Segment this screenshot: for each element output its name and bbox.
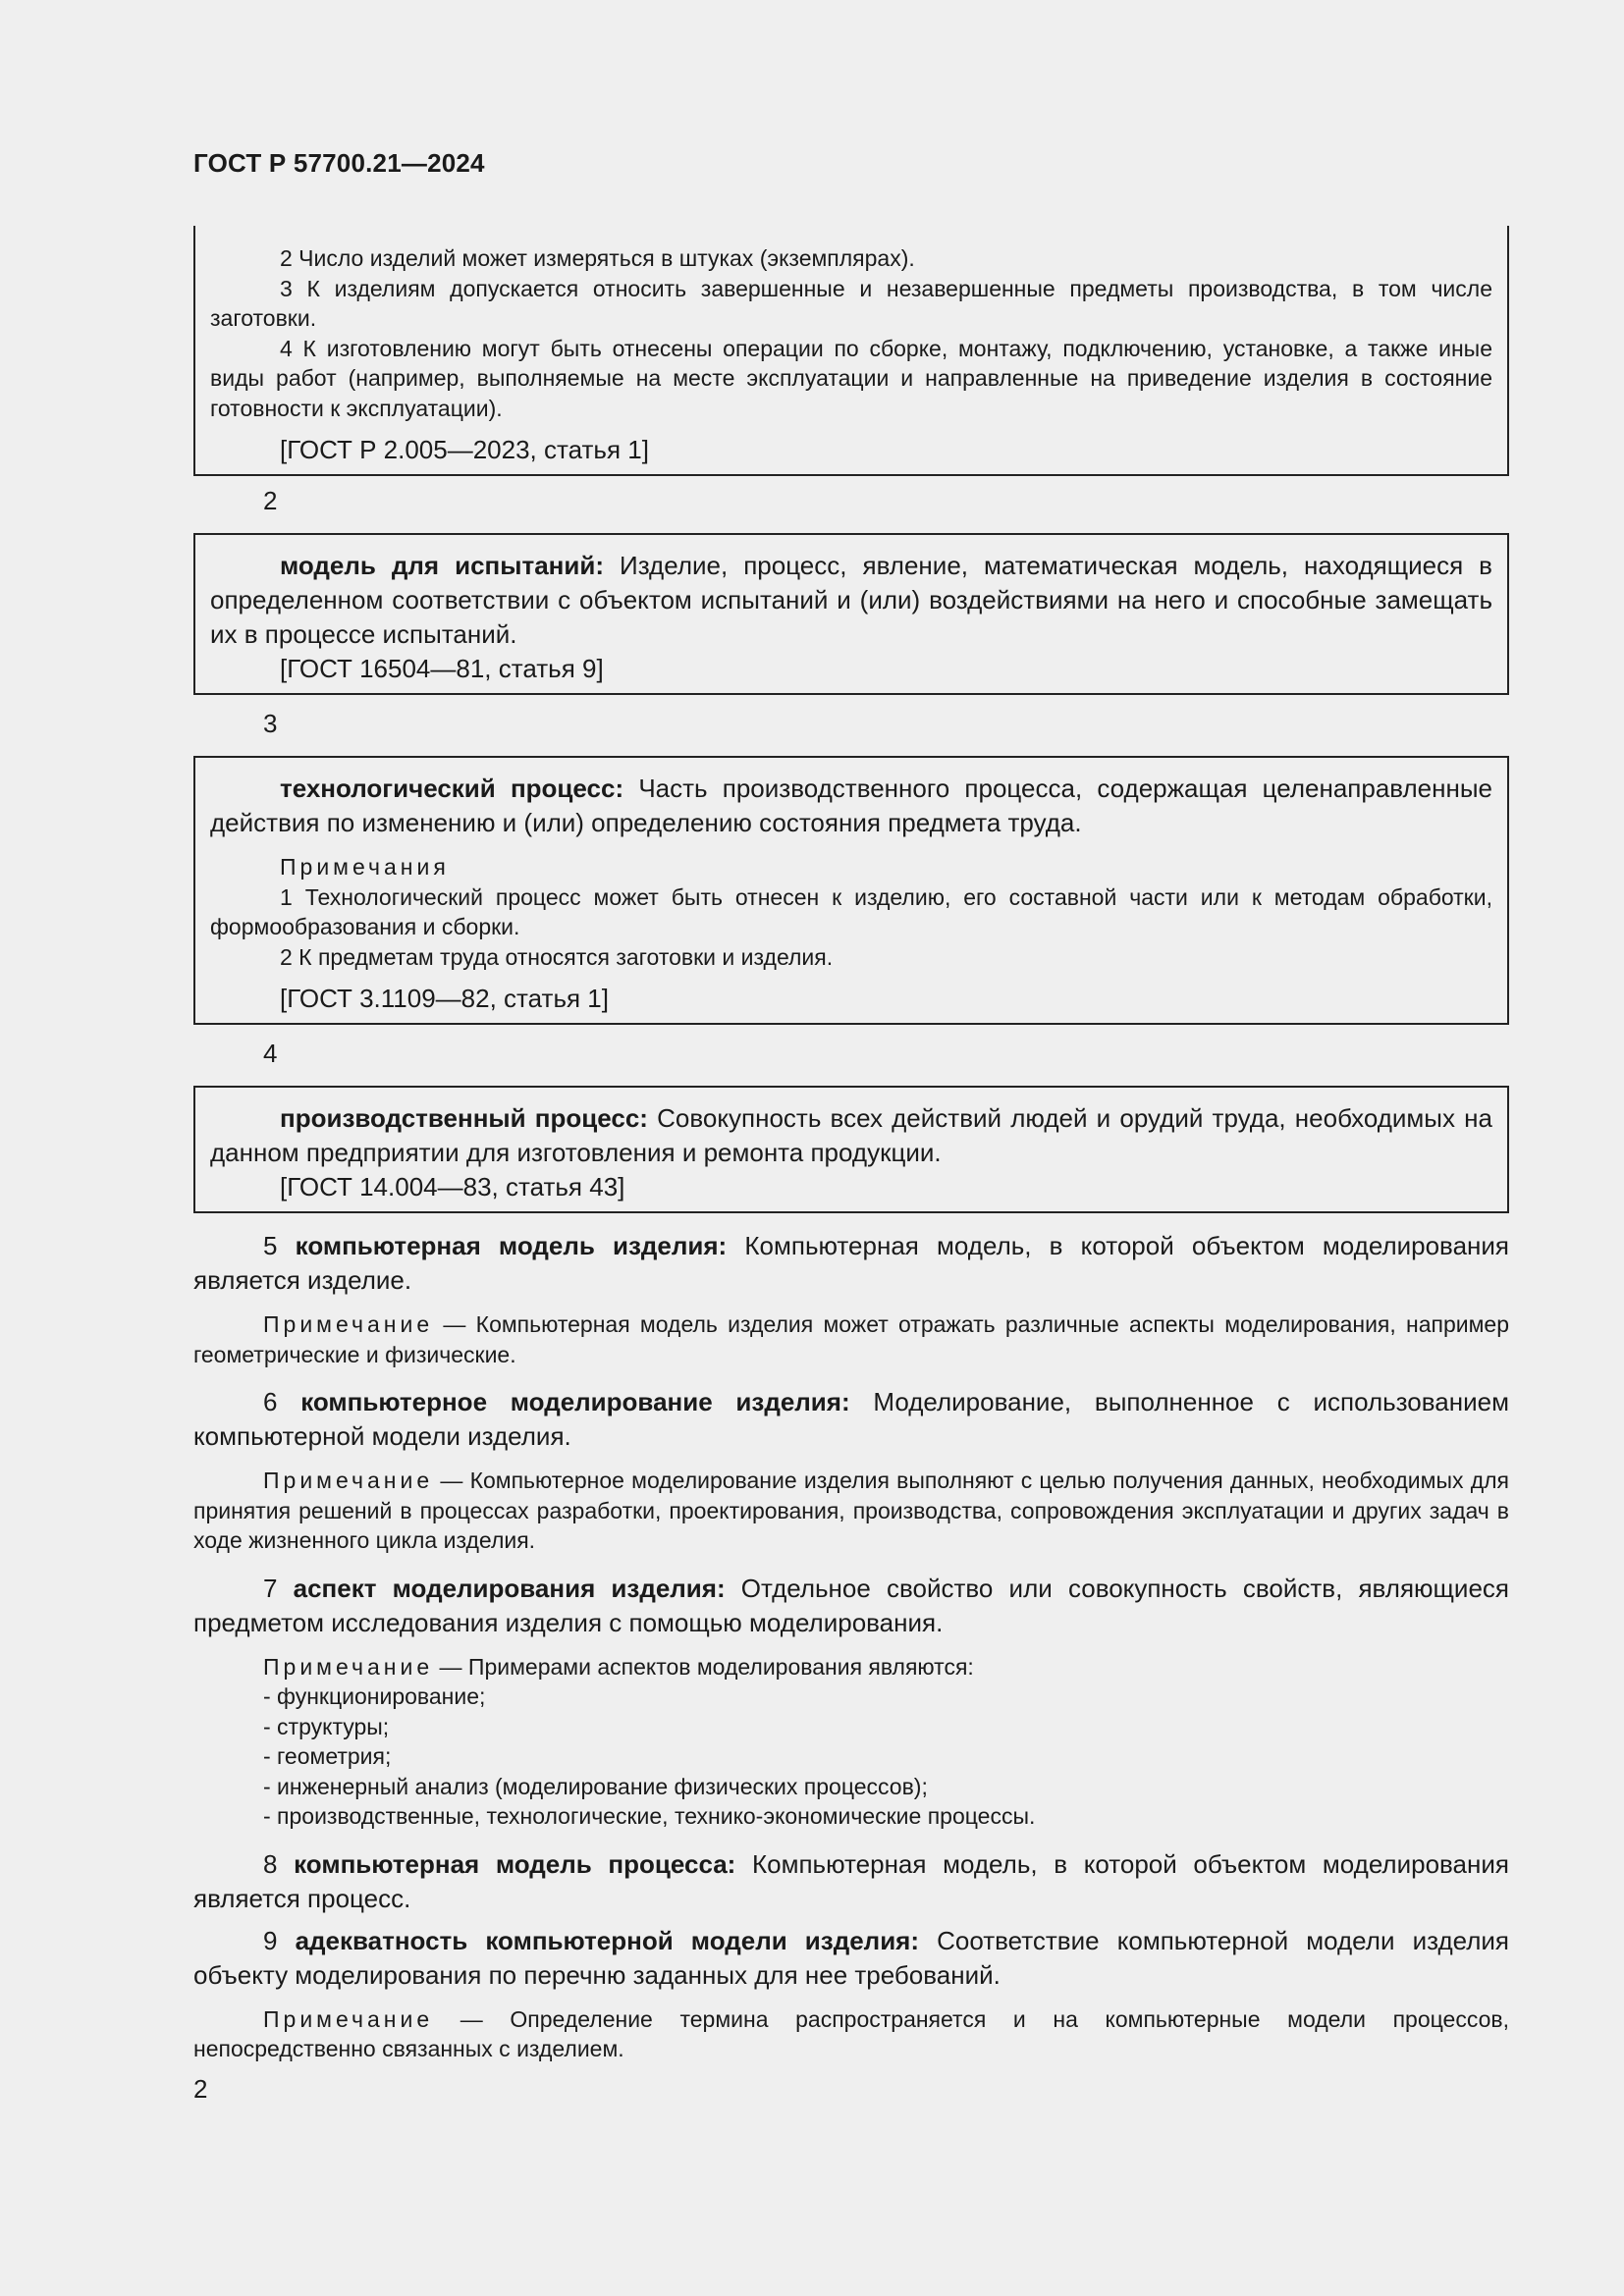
list-item: - инженерный анализ (моделирование физических процессов); bbox=[263, 1773, 928, 1799]
term-entry-6 bbox=[193, 1385, 1509, 1454]
term-box-1 bbox=[193, 226, 1509, 476]
definition-text: Отдельное свойство или совокупность свойств, являющиеся предметом исследования изделия с помощью моделирования. bbox=[193, 1573, 1509, 1637]
note-text: — Компьютерная модель изделия может отражать различные аспекты моделирования, например геометрические и физические. bbox=[193, 1311, 1510, 1367]
definition-text: Компьютерная модель, в которой объектом моделирования является изделие. bbox=[193, 1231, 1509, 1295]
term-name: компьютерная модель процесса: bbox=[294, 1848, 736, 1879]
list-item: - структуры; bbox=[263, 1713, 390, 1739]
term-definition bbox=[210, 772, 1492, 840]
entry-number-4: 4 bbox=[263, 1039, 278, 1068]
document-code: ГОСТ Р 57700.21—2024 bbox=[193, 148, 485, 178]
source-reference: [ГОСТ Р 2.005—2023, статья 1] bbox=[280, 435, 649, 464]
note bbox=[193, 1652, 1509, 1682]
note-1: 1 Технологический процесс может быть отнесен к изделию, его составной части или к методам обработки, формообразования и сборки. bbox=[210, 883, 1492, 939]
definition-text: Часть производственного процесса, содержащая целенаправленные действия по изменению и (или) определению состояния предмета труда. bbox=[210, 774, 1492, 837]
document-body bbox=[193, 226, 1509, 2064]
definition-text: Изделие, процесс, явление, математическая модель, находящиеся в определенном соответствии с объектом испытаний и (или) воздействиями на него и способные замещать их в процессе испытаний. bbox=[210, 551, 1492, 649]
entry-number-3: 3 bbox=[263, 709, 278, 738]
term-box-3 bbox=[193, 756, 1509, 1025]
definition-text: Моделирование, выполненное с использованием компьютерной модели изделия. bbox=[193, 1387, 1509, 1451]
aspects-list bbox=[193, 1682, 1509, 1832]
entry-number: 5 bbox=[263, 1231, 278, 1260]
note-text: — Определение термина распространяется и на компьютерные модели процессов, непосредственно связанных с изделием. bbox=[193, 2005, 1509, 2061]
term-name: технологический процесс: bbox=[280, 774, 624, 803]
entry-number: 7 bbox=[263, 1573, 278, 1603]
term-name: компьютерное моделирование изделия: bbox=[300, 1387, 850, 1416]
note-2: 2 Число изделий может измеряться в штуках (экземплярах). bbox=[280, 245, 915, 271]
note-label: Примечание bbox=[263, 1653, 434, 1680]
term-name: производственный процесс: bbox=[280, 1103, 648, 1133]
note-3: 3 К изделиям допускается относить завершенные и незавершенные предметы производства, в том числе заготовки. bbox=[210, 275, 1492, 331]
definition-text: Компьютерная модель, в которой объектом моделирования является процесс. bbox=[193, 1848, 1509, 1913]
entry-number-2: 2 bbox=[263, 486, 278, 515]
note bbox=[193, 1309, 1509, 1369]
note-text: — Компьютерное моделирование изделия выполняют с целью получения данных, необходимых для принятия решений в процессах разработки, проектирования, производства, сопровождения эксплуатации и других задач в ходе жизненного цикла изделия. bbox=[193, 1468, 1510, 1553]
term-entry-5 bbox=[193, 1229, 1509, 1298]
note-label: Примечание bbox=[263, 1468, 434, 1493]
list-item: - производственные, технологические, технико-экономические процессы. bbox=[263, 1803, 1036, 1829]
entry-number: 8 bbox=[263, 1848, 278, 1879]
note bbox=[193, 1466, 1509, 1556]
note-label: Примечание bbox=[263, 2005, 434, 2032]
term-name: компьютерная модель изделия: bbox=[295, 1231, 728, 1260]
note-4: 4 К изготовлению могут быть отнесены операции по сборке, монтажу, подключению, установке, а также иные виды работ (например, выполняемые на месте эксплуатации и направленные на приведение изделия в состояние готовности к эксплуатации). bbox=[210, 335, 1492, 421]
definition-text: Соответствие компьютерной модели изделия объекту моделирования по перечню заданных для нее требований. bbox=[193, 1925, 1509, 1990]
list-item: - функционирование; bbox=[263, 1683, 486, 1709]
list-item: - геометрия; bbox=[263, 1743, 392, 1769]
term-name: модель для испытаний: bbox=[280, 551, 604, 580]
term-name: адекватность компьютерной модели изделия: bbox=[295, 1925, 920, 1955]
term-entry-7 bbox=[193, 1572, 1509, 1640]
note-text: — Примерами аспектов моделирования являются: bbox=[439, 1653, 974, 1680]
term-box-4 bbox=[193, 1086, 1509, 1213]
source-reference: [ГОСТ 14.004—83, статья 43] bbox=[280, 1172, 625, 1201]
term-definition bbox=[210, 549, 1492, 652]
term-entry-9 bbox=[193, 1924, 1509, 1993]
source-reference: [ГОСТ 16504—81, статья 9] bbox=[280, 654, 604, 683]
term-entry-8 bbox=[193, 1847, 1509, 1916]
page-number: 2 bbox=[193, 2074, 208, 2104]
definition-text: Совокупность всех действий людей и орудий труда, необходимых на данном предприятии для изготовления и ремонта продукции. bbox=[210, 1103, 1492, 1167]
note-label: Примечание bbox=[263, 1311, 434, 1337]
notes-heading: Примечания bbox=[280, 854, 450, 880]
note bbox=[193, 2004, 1509, 2064]
term-definition bbox=[210, 1101, 1492, 1170]
source-reference: [ГОСТ 3.1109—82, статья 1] bbox=[280, 984, 609, 1013]
entry-number: 6 bbox=[263, 1387, 278, 1416]
term-name: аспект моделирования изделия: bbox=[293, 1573, 726, 1603]
entry-number: 9 bbox=[263, 1925, 278, 1955]
term-box-2 bbox=[193, 533, 1509, 695]
note-2: 2 К предметам труда относятся заготовки и изделия. bbox=[280, 943, 834, 970]
